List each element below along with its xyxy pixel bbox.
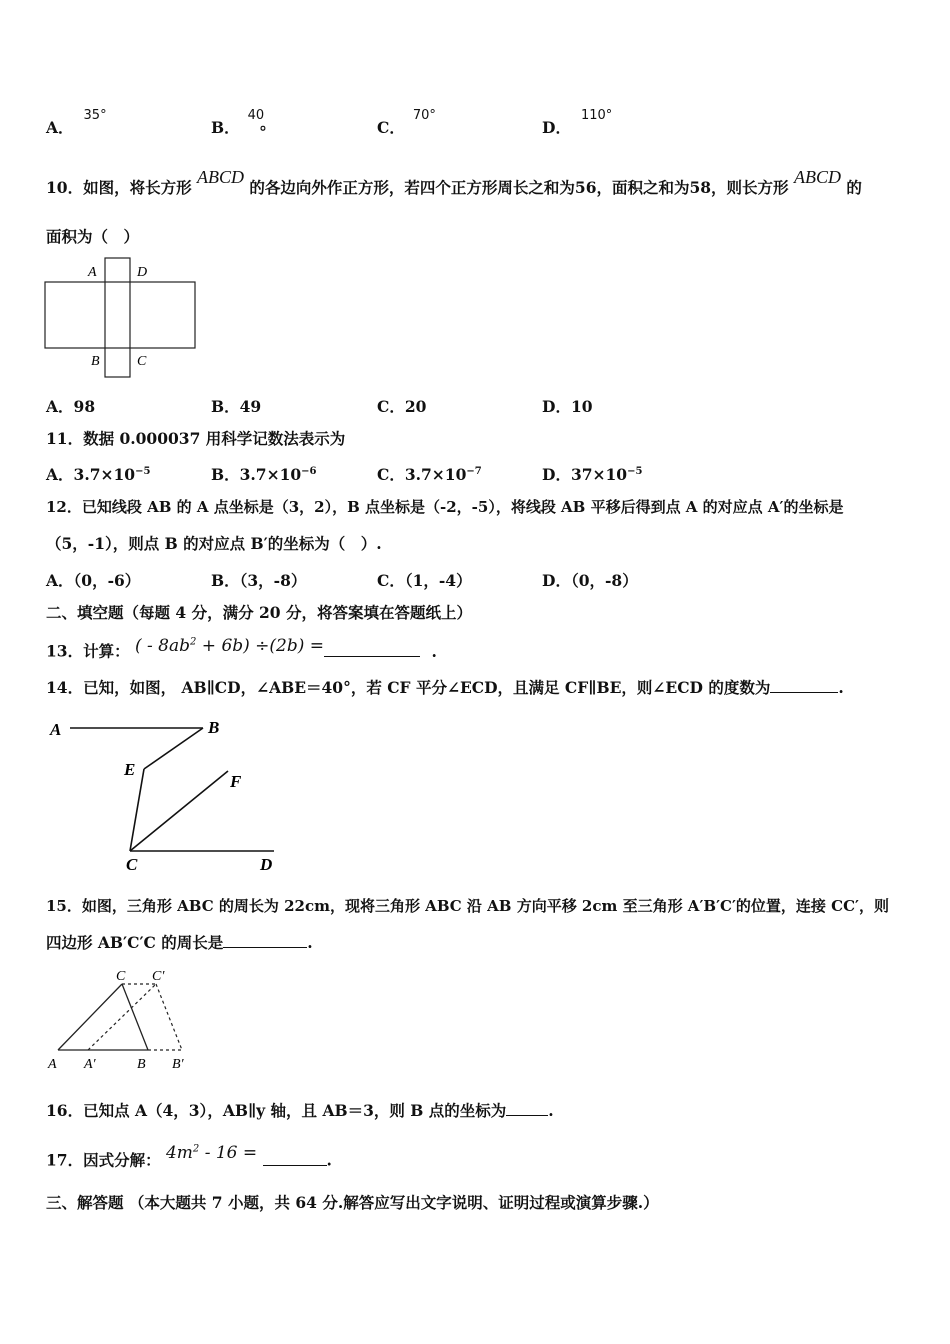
q13-expression: ( - $8ab^2 + 6b) \div(2b)$ = — [134, 635, 325, 656]
q10-vertical-strip — [105, 258, 130, 377]
q15-line1: 15．如图，三角形 ABC 的周长为 22cm，现将三角形 ABC 沿 AB 方向平移 2cm 至三角形 A′B′C′的位置，连接 CC′，则 — [46, 897, 889, 915]
q15-figure — [44, 964, 204, 1074]
q9-option-b: B．$^{40}$。 — [211, 108, 276, 137]
q14-label-f: F — [230, 772, 242, 791]
q10-figure — [44, 257, 204, 382]
q9-option-c-value: 70° — [412, 108, 436, 123]
q12-option-a: A．（0，-6） — [46, 571, 141, 590]
q10-var-1: ABCD — [197, 167, 244, 187]
q16-answer-blank[interactable] — [506, 1100, 548, 1116]
q14-line-be — [144, 728, 203, 769]
q11-option-a: A．$3.7\times 10^{-5}$ — [46, 465, 151, 484]
q10-line2: 面积为（ ） — [46, 227, 140, 246]
q15-side-a2c2 — [88, 984, 156, 1050]
q12-line2: （5，-1），则点 B 的对应点 B′的坐标为（ ）. — [46, 534, 382, 553]
q12-option-d: D．（0，-8） — [542, 571, 638, 590]
q10-option-b: B．49 — [211, 397, 262, 416]
q14-label-a: A — [50, 720, 62, 739]
q17-expression: $4m^2 - 16$ = — [165, 1142, 258, 1163]
q10-options — [46, 395, 926, 417]
q15-answer-blank[interactable] — [223, 932, 307, 948]
q15-side-cb — [122, 984, 148, 1050]
q15-side-c2b2 — [156, 984, 182, 1050]
q15-label-b-prime: B′ — [172, 1057, 184, 1072]
q10-option-c: C．20 — [377, 397, 427, 416]
q16-text: 16．已知点 A（4，3），AB∥y 轴，且 AB＝3，则 B 点的坐标为 . — [46, 1101, 554, 1120]
q15-label-c: C — [116, 969, 126, 984]
q15-label-b: B — [137, 1057, 146, 1072]
q15-label-a: A — [48, 1057, 57, 1072]
q9-option-d-value: 110° — [580, 108, 613, 123]
q10-rectangle — [45, 282, 195, 348]
q9-option-a: A．$^{35^\circ}$ — [46, 108, 107, 137]
section-2-heading: 二、填空题（每题 4 分，满分 20 分，将答案填在答题纸上） — [46, 603, 472, 622]
q15-line2: 四边形 AB′C′C 的周长是 . — [46, 933, 313, 952]
q17-line: 17．因式分解： $4m^2 - 16$ = . — [46, 1142, 332, 1170]
q14-answer-blank[interactable] — [770, 677, 838, 693]
q14-label-e: E — [124, 760, 136, 779]
q13-answer-blank[interactable] — [324, 641, 420, 657]
q14-label-c: C — [126, 855, 138, 874]
q9-option-b-value: 40 — [247, 108, 265, 123]
q11-option-b: B．$3.7\times 10^{-6}$ — [211, 465, 317, 484]
q14-line-cf — [130, 771, 228, 851]
q14-label-b: B — [208, 718, 220, 737]
q12-line1: 12．已知线段 AB 的 A 点坐标是（3，2），B 点坐标是（-2，-5），将线段 AB 平移后得到点 A 的对应点 A′的坐标是 — [46, 498, 844, 516]
q15-side-ac — [58, 984, 122, 1050]
q11-option-c: C．$3.7\times 10^{-7}$ — [377, 465, 482, 484]
q10-line1: 10．如图，将长方形 ABCD 的各边向外作正方形，若四个正方形周长之和为56，面积之和为58，则长方形 ABCD 的 — [46, 167, 862, 197]
q11-option-d: D．$37\times 10^{-5}$ — [542, 465, 643, 484]
q13-line: 13．计算： ( - $8ab^2 + 6b) \div(2b)$ = . — [46, 635, 437, 661]
q12-option-b: B．（3，-8） — [211, 571, 307, 590]
q10-option-d: D．10 — [542, 397, 593, 416]
q10-option-a: A．98 — [46, 397, 96, 416]
q9-option-a-value: 35° — [83, 108, 107, 123]
q12-option-c: C．（1，-4） — [377, 571, 472, 590]
q10-label-a: A — [88, 265, 97, 280]
q9-option-d: D．$^{110^\circ}$ — [542, 108, 613, 137]
q17-answer-blank[interactable] — [263, 1150, 327, 1166]
q14-text: 14．已知，如图， AB∥CD，∠ABE＝40°，若 CF 平分∠ECD，且满足 CF∥BE，则∠ECD 的度数为 . — [46, 678, 844, 697]
q11-text: 11．数据 0.000037 用科学记数法表示为 — [46, 429, 346, 448]
q10-label-c: C — [137, 354, 147, 369]
section-3-heading: 三、解答题 （本大题共 7 小题，共 64 分.解答应写出文字说明、证明过程或演算步骤.） — [46, 1193, 659, 1212]
q15-label-a-prime: A′ — [84, 1057, 96, 1072]
q14-figure — [48, 715, 288, 875]
q10-label-d: D — [137, 265, 148, 280]
q9-options — [46, 108, 926, 138]
q11-options — [46, 463, 926, 485]
q10-var-2: ABCD — [793, 167, 841, 187]
q14-label-d: D — [260, 855, 273, 874]
q14-line-ec — [130, 769, 144, 851]
q9-option-c: C．$^{70^\circ}$ — [377, 108, 436, 137]
q12-options — [46, 569, 926, 591]
q15-label-c-prime: C′ — [152, 969, 165, 984]
q10-label-b: B — [91, 354, 100, 369]
